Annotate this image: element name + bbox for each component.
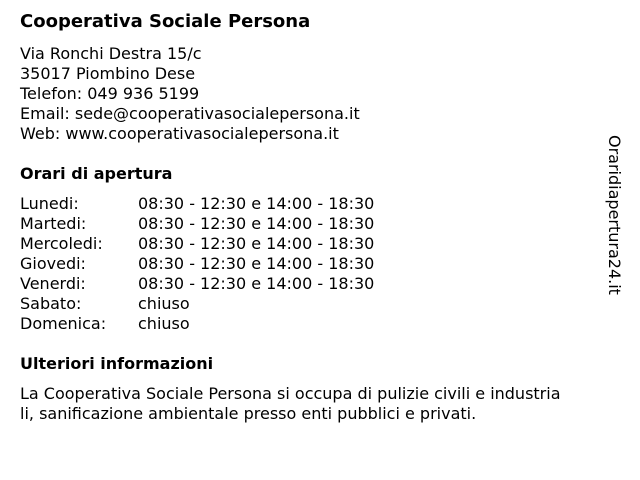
day-label: Domenica: [20,314,107,333]
business-name: Cooperativa Sociale Persona [20,11,311,32]
day-hours: 08:30 - 12:30 e 14:00 - 18:30 [138,254,375,273]
day-label: Sabato: [20,294,82,313]
day-hours: 08:30 - 12:30 e 14:00 - 18:30 [138,274,375,293]
day-label: Lunedi: [20,194,79,213]
day-hours: chiuso [138,314,190,333]
additional-info-heading: Ulteriori informazioni [20,354,214,373]
day-hours: 08:30 - 12:30 e 14:00 - 18:30 [138,234,375,253]
website-address: Web: www.cooperativasocialepersona.it [20,124,339,143]
address-street: Via Ronchi Destra 15/c [20,44,202,63]
info-text-line: La Cooperativa Sociale Persona si occupa di pulizie civili e industria [20,384,561,403]
address-city: 35017 Piombino Dese [20,64,196,83]
day-hours: 08:30 - 12:30 e 14:00 - 18:30 [138,194,375,213]
email-address: Email: sede@cooperativasocialepersona.it [20,104,360,123]
info-text-line: li, sanificazione ambientale presso enti pubblici e privati. [20,404,477,423]
day-label: Giovedi: [20,254,86,273]
opening-hours-heading: Orari di apertura [20,164,173,183]
day-label: Martedi: [20,214,87,233]
site-watermark: Oraridiapertura24.it [605,135,624,295]
day-hours: 08:30 - 12:30 e 14:00 - 18:30 [138,214,375,233]
day-label: Mercoledi: [20,234,103,253]
day-hours: chiuso [138,294,190,313]
contact-block [20,44,360,144]
phone-number: Telefon: 049 936 5199 [20,84,200,103]
additional-info-text [20,384,620,424]
day-label: Venerdi: [20,274,86,293]
